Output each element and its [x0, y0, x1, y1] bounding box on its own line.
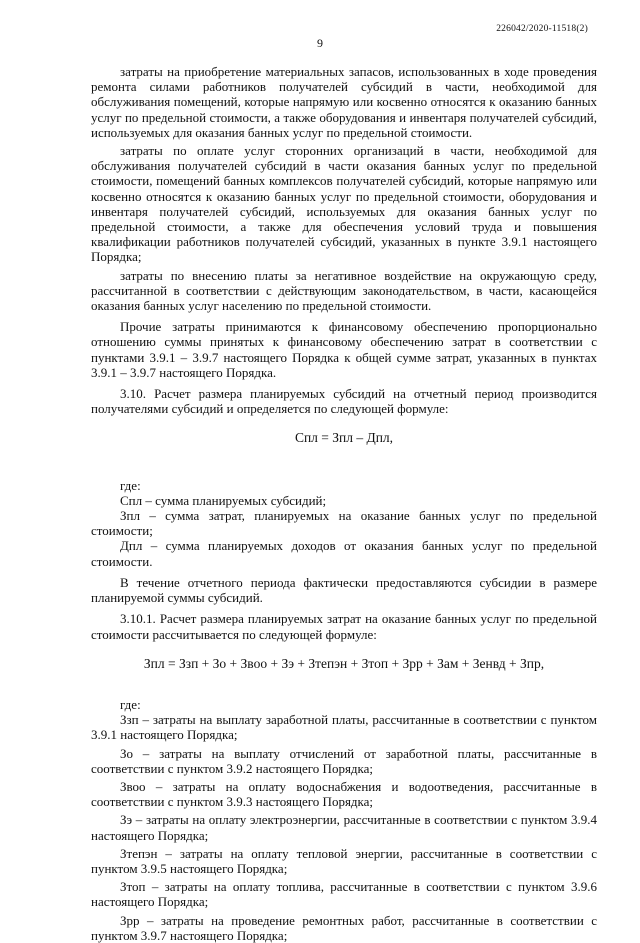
paragraph: В течение отчетного периода фактически предоставляются субсидии в размере планируемой суммы субсидий.: [91, 574, 597, 606]
document-number: 226042/2020-11518(2): [496, 24, 588, 34]
formula-subsidy: Спл = Зпл – Дпл,: [294, 430, 394, 446]
document-body: [91, 64, 597, 943]
definition-item: Ззп – затраты на выплату заработной платы, рассчитанные в соответствии с пунктом 3.9.1 настоящего Порядка;: [91, 712, 597, 743]
paragraph: 3.10.1. Расчет размера планируемых затрат на оказание банных услуг по предельной стоимости рассчитывается по следующей формуле:: [91, 611, 597, 642]
formula-costs: Зпл = Ззп + Зо + Звоо + Зэ + Зтепэн + Зтоп + Зрр + Зам + Зенвд + Зпр,: [143, 655, 545, 671]
definition-item: Зтепэн – затраты на оплату тепловой энергии, рассчитанные в соответствии с пунктом 3.9.5 настоящего Порядка;: [91, 845, 597, 876]
definition-item: Зрр – затраты на проведение ремонтных работ, рассчитанные в соответствии с пунктом 3.9.7 настоящего Порядка;: [91, 912, 597, 943]
definition-item: Зтоп – затраты на оплату топлива, рассчитанные в соответствии с пунктом 3.9.6 настоящего Порядка;: [91, 879, 597, 910]
definition-item: Зо – затраты на выплату отчислений от заработной платы, рассчитанные в соответствии с пунктом 3.9.2 настоящего Порядка;: [91, 745, 597, 776]
definition-item: Дпл – сумма планируемых доходов от оказания банных услуг по предельной стоимости.: [91, 538, 597, 569]
definition-item: Зпл – сумма затрат, планируемых на оказание банных услуг по предельной стоимости;: [91, 508, 597, 539]
where-label: где:: [120, 696, 141, 712]
definition-item: Звоо – затраты на оплату водоснабжения и водоотведения, рассчитанные в соответствии с пунктом 3.9.3 настоящего Порядка;: [91, 778, 597, 810]
paragraph: затраты на приобретение материальных запасов, использованных в ходе проведения ремонта силами работников получателей субсидий в части, необходимой для обслуживания помещений, которые напрямую или косвенно относятся к оказанию банных услуг по предельной стоимости, а также оборудования и инвентаря получателей субсидий, используемых для оказания банных услуг по предельной стоимости.: [91, 64, 597, 140]
paragraph: затраты по внесению платы за негативное воздействие на окружающую среду, рассчитанной в соответствии с действующим законодательством, в части, касающейся оказания банных услуг населению по предельной стоимости.: [91, 267, 597, 314]
definition-item: Зэ – затраты на оплату электроэнергии, рассчитанные в соответствии с пунктом 3.9.4 настоящего Порядка;: [91, 812, 597, 843]
paragraph: затраты по оплате услуг сторонних организаций в части, необходимой для обслуживания получателей субсидий в части оказания банных услуг по предельной стоимости, помещений банных комплексов получателей субсидий, которые напрямую или косвенно относятся к оказанию банных услуг по предельной стоимости, оборудования и инвентаря получателей субсидий, используемых для оказания банных услуг по предельной стоимости, а также для обеспечения условий труда и повышения квалификации работников получателей субсидий, указанных в пункте 3.9.1 настоящего Порядка;: [91, 143, 597, 265]
paragraph: 3.10. Расчет размера планируемых субсидий на отчетный период производится получателями субсидий и определяется по следующей формуле:: [91, 386, 597, 417]
paragraph: Прочие затраты принимаются к финансовому обеспечению пропорционально отношению суммы принятых к финансовому обеспечению затрат в соответствии с пунктами 3.9.1 – 3.9.7 настоящего Порядка к общей сумме затрат, указанных в пунктах 3.9.1 – 3.9.7 настоящего Порядка.: [91, 319, 597, 380]
definition-item: Спл – сумма планируемых субсидий;: [120, 492, 327, 508]
where-label: где:: [120, 477, 141, 493]
page-number: 9: [317, 36, 323, 50]
